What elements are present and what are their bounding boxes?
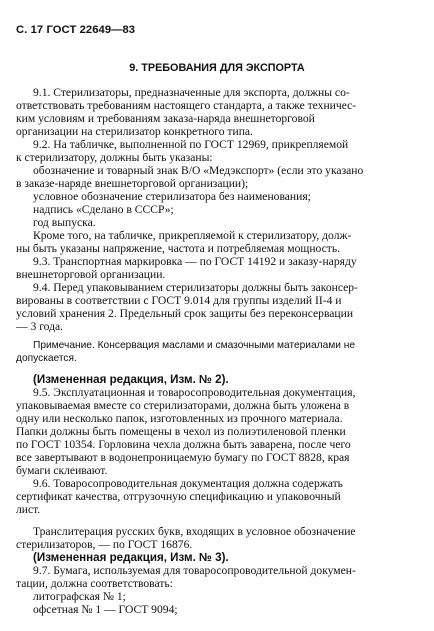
text-line: ким условиям и требованиям заказа-наряда внешнеторговой <box>16 112 315 125</box>
text-line: 9.4. Перед упаковыванием стерилизаторы должны быть законсер- <box>33 281 358 294</box>
text-line: упаковываемая вместе со стерилизаторами, должна быть уложена в <box>16 399 350 412</box>
text-line: ответствовать требованиям настоящего стандарта, а также техничес- <box>16 99 357 112</box>
text-line: к стерилизатору, должны быть указаны: <box>16 151 213 164</box>
text-line: стерилизаторов, — по ГОСТ 16876. <box>16 538 193 551</box>
text-line: надпись «Сделано в СССР»; <box>33 203 174 216</box>
text-line: сертификат качества, отгрузочную спецификацию и упаковочный <box>16 490 341 503</box>
text-line: условное обозначение стерилизатора без наименования; <box>33 190 311 203</box>
text-line: 9.7. Бумага, используемая для товаросопроводительной докумен- <box>33 564 356 577</box>
text-line: 9.6. Товаросопроводительная документация должна содержать <box>33 477 343 490</box>
note-line: Примечание. Консервация маслами и смазочными материалами не <box>33 340 356 351</box>
text-line: по ГОСТ 10354. Горловина чехла должна быть заварена, после чего <box>16 438 351 451</box>
amendment-note: (Измененная редакция, Изм. № 2). <box>33 373 229 386</box>
text-line: обозначение и товарный знак В/О «Медэкспорт» (если это указано <box>33 164 364 177</box>
amendment-note: (Измененная редакция, Изм. № 3). <box>33 551 229 564</box>
text-line: организации на стерилизатор конкретного типа. <box>16 125 253 138</box>
text-line: все завертывают в водонепроницаемую бумагу по ГОСТ 8828, края <box>16 451 350 464</box>
text-line: ны быть указаны напряжение, частота и потребляемая мощность. <box>16 242 341 255</box>
text-line: литографская № 1; <box>33 590 126 603</box>
text-line: — 3 года. <box>16 320 64 333</box>
text-line: внешнеторговой организации. <box>16 268 166 281</box>
text-line: 9.3. Транспортная маркировка — по ГОСТ 14192 и заказу-наряду <box>33 255 357 268</box>
text-line: тации, должна соответствовать: <box>16 577 173 590</box>
section-title: 9. ТРЕБОВАНИЯ ДЛЯ ЭКСПОРТА <box>129 62 305 74</box>
text-line: год выпуска. <box>33 216 96 229</box>
text-line: одну или несколько папок, изготовленных из прочного материала. <box>16 412 343 425</box>
text-line: офсетная № 1 — ГОСТ 9094; <box>33 603 178 616</box>
text-line: лист. <box>16 503 41 516</box>
text-line: в заказе-наряде внешнеторговой организации); <box>16 177 249 190</box>
text-line: вированы в соответствии с ГОСТ 9.014 для группы изделий II-4 и <box>16 294 342 307</box>
page-header: С. 17 ГОСТ 22649—83 <box>16 24 136 36</box>
text-line: Папки должны быть помещены в чехол из полиэтиленовой пленки <box>16 425 346 438</box>
text-line: 9.1. Стерилизаторы, предназначенные для экспорта, должны со- <box>33 86 350 99</box>
text-line: Транслитерация русских букв, входящих в условное обозначение <box>33 525 356 538</box>
note-line: допускается. <box>16 353 77 364</box>
text-line: 9.2. На табличке, выполненной по ГОСТ 12969, прикрепляемой <box>33 138 349 151</box>
text-line: 9.5. Эксплуатационная и товаросопроводительная документация, <box>33 386 356 399</box>
text-line: Кроме того, на табличке, прикрепляемой к стерилизатору, долж- <box>33 229 352 242</box>
text-line: бумаги склеивают. <box>16 464 108 477</box>
text-line: условий хранения 2. Предельный срок защиты без переконсервации <box>16 307 354 320</box>
